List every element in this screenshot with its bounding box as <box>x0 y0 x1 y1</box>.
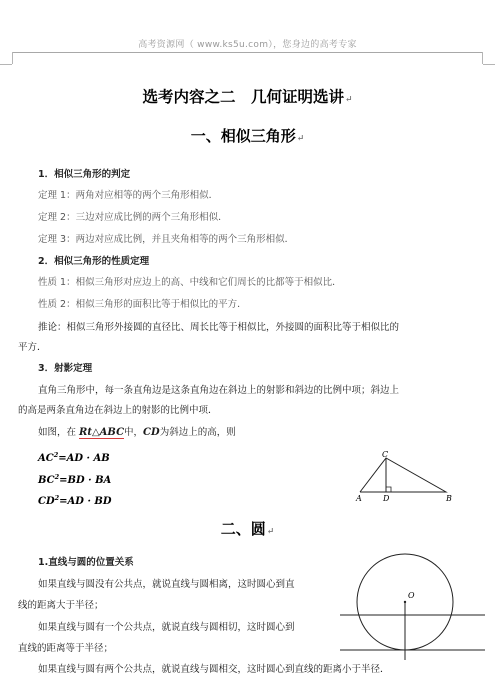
section-heading-text: 一、相似三角形 <box>190 127 296 145</box>
formula-exponent: 2 <box>53 451 59 459</box>
paragraph-mark-icon: ↵ <box>344 95 353 105</box>
example-prefix: 如图，在 <box>38 427 77 438</box>
subheading-projection-theorem: 3．射影定理 <box>38 363 93 374</box>
section-heading-text: 二、圆 <box>220 520 266 538</box>
formula-exponent: 2 <box>54 473 60 481</box>
paragraph-mark-icon: ↵ <box>296 134 305 144</box>
label-a: A <box>356 494 362 503</box>
example-sentence <box>38 424 236 438</box>
main-title <box>0 85 495 107</box>
center-point <box>404 601 406 603</box>
section-heading-circle <box>0 518 495 539</box>
example-triangle-name: Rt△ABC <box>79 427 125 438</box>
subheading-properties: 2．相似三角形的性质定理 <box>38 256 150 267</box>
formula-bc <box>38 468 111 487</box>
formula-ac <box>38 446 110 465</box>
corollary-line-2: 平方． <box>18 342 47 353</box>
triangle-abc <box>360 458 446 492</box>
circle-line-figure <box>335 545 493 660</box>
header-rule <box>12 52 483 53</box>
right-angle-marker <box>386 487 391 492</box>
circle-tangent-line-1: 如果直线与圆有一个公共点，就说直线与圆相切，这时圆心到 <box>38 622 295 633</box>
formula-rhs: =BD · BA <box>59 475 112 486</box>
label-o: O <box>408 591 415 600</box>
projection-line-1: 直角三角形中，每一条直角边是这条直角边在斜边上的射影和斜边的比例中项；斜边上 <box>38 385 400 396</box>
formula-exponent: 2 <box>54 494 60 502</box>
subheading-line-circle: 1.直线与圆的位置关系 <box>38 557 134 568</box>
circle-separate-line-1: 如果直线与圆没有公共点，就说直线与圆相离，这时圆心到直 <box>38 579 295 590</box>
formula-cd <box>38 489 112 508</box>
corollary-line-1: 推论：相似三角形外接圆的直径比、周长比等于相似比，外接圆的面积比等于相似比的 <box>38 322 400 333</box>
theorem-2: 定理 2：三边对应成比例的两个三角形相似． <box>38 212 228 223</box>
page-header-text: 高考资源网（ www.ks5u.com），您身边的高考专家 <box>138 40 357 50</box>
label-c: C <box>382 450 389 459</box>
theorem-3: 定理 3：两边对应成比例，并且夹角相等的两个三角形相似． <box>38 234 295 245</box>
formula-lhs: BC <box>38 475 55 486</box>
crop-mark-top-right <box>470 52 483 64</box>
main-title-text: 选考内容之二 几何证明选讲 <box>142 87 344 106</box>
label-b: B <box>446 494 452 503</box>
crop-mark-right <box>483 64 495 77</box>
label-d: D <box>383 494 390 503</box>
crop-mark-left <box>0 64 12 77</box>
example-altitude: CD <box>143 427 160 438</box>
paragraph-mark-icon: ↵ <box>266 527 275 537</box>
circle-separate-line-2: 线的距离大于半径； <box>18 600 104 611</box>
projection-line-2: 的高是两条直角边在斜边上的射影的比例中项． <box>18 405 218 416</box>
subheading-judgement: 1．相似三角形的判定 <box>38 169 131 180</box>
section-heading-similar-triangles <box>0 125 495 146</box>
formula-rhs: =AD · BD <box>59 496 112 507</box>
circle-tangent-line-2: 直线的距离等于半径； <box>18 643 114 654</box>
formula-rhs: =AD · AB <box>58 453 110 464</box>
property-2: 性质 2：相似三角形的面积比等于相似比的平方． <box>38 299 247 310</box>
crop-mark-top-left <box>12 52 25 64</box>
example-mid: 中， <box>124 427 144 438</box>
theorem-1: 定理 1：两角对应相等的两个三角形相似． <box>38 190 219 201</box>
example-suffix: 为斜边上的高，则 <box>159 427 236 438</box>
formula-lhs: CD <box>38 496 55 507</box>
property-1: 性质 1：相似三角形对应边上的高、中线和它们周长的比都等于相似比． <box>38 277 342 288</box>
formula-lhs: AC <box>38 453 54 464</box>
right-triangle-figure <box>350 450 460 505</box>
circle-intersect-line-1: 如果直线与圆有两个公共点，就说直线与圆相交，这时圆心到直线的距离小于半径． <box>38 664 390 675</box>
